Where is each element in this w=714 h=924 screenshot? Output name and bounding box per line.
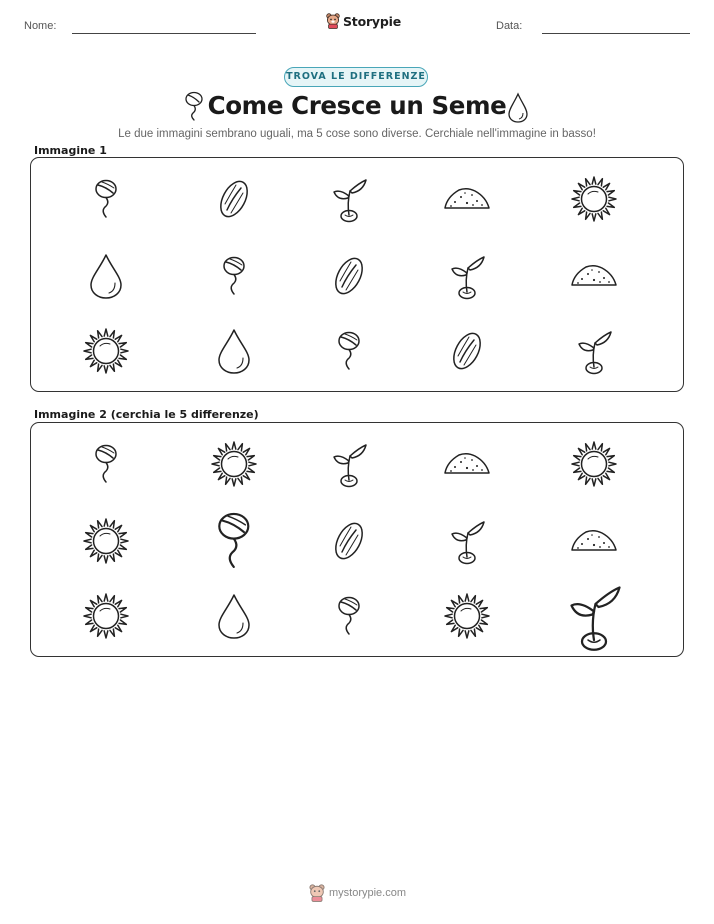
date-field-line[interactable]	[542, 33, 690, 34]
water-drop-icon	[210, 327, 258, 375]
seed-icon	[325, 252, 373, 300]
bear-mascot-icon	[309, 884, 325, 902]
picture-1-panel	[30, 157, 684, 392]
section-2-label: Immagine 2 (cerchia le 5 differenze)	[34, 408, 259, 421]
seedling-icon	[325, 175, 373, 223]
sun-icon[interactable]	[443, 592, 491, 640]
date-label: Data:	[496, 20, 523, 32]
seed-icon	[210, 175, 258, 223]
seed-sprout-icon[interactable]	[82, 440, 130, 488]
sun-icon[interactable]	[570, 440, 618, 488]
worksheet-type-badge: TROVA LE DIFFERENZE	[284, 67, 428, 87]
seedling-icon[interactable]	[443, 517, 491, 565]
seed-sprout-icon	[82, 175, 130, 223]
sun-icon	[570, 175, 618, 223]
picture-2-panel[interactable]	[30, 422, 684, 657]
water-drop-icon	[82, 252, 130, 300]
brand-logo	[326, 13, 401, 29]
footer-url: mystorypie.com	[329, 887, 407, 899]
seed-icon	[443, 327, 491, 375]
footer	[309, 884, 406, 902]
bear-mascot-icon	[326, 13, 340, 29]
seed-sprout-icon	[325, 327, 373, 375]
instructions: Le due immagini sembrano uguali, ma 5 cose sono diverse. Cerchiale nell'immagine in basso!	[118, 128, 596, 140]
seed-sprout-icon	[210, 252, 258, 300]
sun-icon[interactable]	[210, 440, 258, 488]
name-field-line[interactable]	[72, 33, 256, 34]
name-label: Nome:	[24, 20, 57, 32]
sun-icon[interactable]	[82, 517, 130, 565]
soil-icon	[443, 175, 491, 223]
sun-icon	[82, 327, 130, 375]
seedling-icon	[570, 327, 618, 375]
title-water-drop-icon	[508, 93, 528, 123]
brand-name: Storypie	[343, 13, 401, 29]
soil-icon[interactable]	[443, 440, 491, 488]
soil-icon	[570, 252, 618, 300]
seed-sprout-icon[interactable]	[325, 592, 373, 640]
page-title: Come Cresce un Seme	[207, 91, 507, 120]
soil-icon[interactable]	[570, 517, 618, 565]
seed-sprout-icon[interactable]	[199, 506, 269, 576]
water-drop-icon[interactable]	[210, 592, 258, 640]
seed-icon[interactable]	[325, 517, 373, 565]
seedling-icon[interactable]	[325, 440, 373, 488]
section-1-label: Immagine 1	[34, 144, 107, 157]
seedling-icon[interactable]	[558, 580, 630, 652]
sun-icon[interactable]	[82, 592, 130, 640]
seedling-icon	[443, 252, 491, 300]
